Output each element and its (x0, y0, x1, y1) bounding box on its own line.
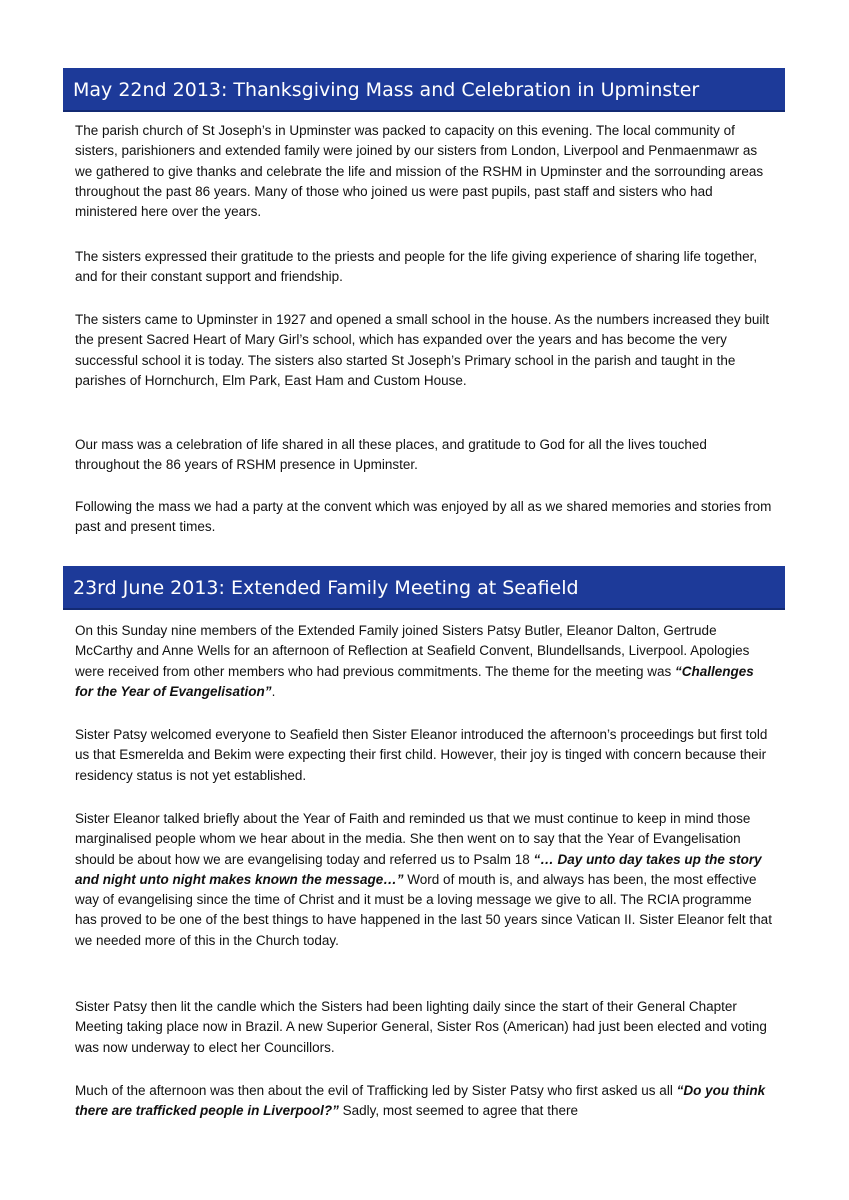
paragraph (75, 809, 775, 951)
paragraph: Following the mass we had a party at the convent which was enjoyed by all as we shared memories and stories from past and present times. (75, 499, 772, 535)
paragraph (75, 621, 775, 702)
psalm-quote: “… Day unto day takes up the story and night unto night makes known the message…” (75, 851, 762, 887)
paragraph: Our mass was a celebration of life shared in all these places, and gratitude to God for all the lives touched throughout the 86 years of RSHM presence in Upminster. (75, 437, 707, 473)
paragraph: The sisters expressed their gratitude to the priests and people for the life giving experience of sharing life together, and for their constant support and friendship. (75, 249, 758, 285)
paragraph-text: On this Sunday nine members of the Extended Family joined Sisters Patsy Butler, Eleanor Dalton, Gertrude McCarthy and Anne Wells for an afternoon of Reflection at Seafield Convent, Blundellsands, Liverpool. Apologies were received from other members who had previous commitments. The theme for the meeting was (75, 623, 750, 679)
paragraph-text: Much of the afternoon was then about the evil of Trafficking led by Sister Patsy who first asked us all (75, 1083, 677, 1098)
section-header-upminster: May 22nd 2013: Thanksgiving Mass and Celebration in Upminster (63, 68, 785, 112)
section-header-seafield: 23rd June 2013: Extended Family Meeting at Seafield (63, 566, 785, 610)
question-quote: “Do you think there are trafficked people in Liverpool?” (75, 1083, 766, 1119)
meeting-theme: “Challenges for the Year of Evangelisation” (75, 663, 754, 699)
paragraph-text: Word of mouth is, and always has been, the most effective way of evangelising since the time of Christ and it must be a loving message we give to all. The RCIA programme has proved to be one of the best things to have happened in the last 50 years since Vatican II. Sister Eleanor felt that we needed more of this in the Church today. (75, 871, 772, 948)
paragraph: Sister Patsy welcomed everyone to Seafield then Sister Eleanor introduced the afternoon’s proceedings but first told us that Esmerelda and Bekim were expecting their first child. However, their joy is tinged with concern because their residency status is not yet established. (75, 727, 768, 783)
paragraph: The parish church of St Joseph’s in Upminster was packed to capacity on this evening. The local community of sisters, parishioners and extended family were joined by our sisters from London, Liverpool and Penmaenmawr as we gathered to give thanks and celebrate the life and mission of the RSHM in Upminster and the sorrounding areas throughout the past 86 years. Many of those who joined us were past pupils, past staff and sisters who had ministered here over the years. (75, 123, 764, 220)
paragraph-text: Sadly, most seemed to agree that there (338, 1103, 578, 1119)
paragraph (75, 1081, 775, 1122)
paragraph: Sister Patsy then lit the candle which the Sisters had been lighting daily since the start of their General Chapter Meeting taking place now in Brazil. A new Superior General, Sister Ros (American) had just been elected and voting was now underway to elect her Councillors. (75, 999, 767, 1055)
paragraph-text: Sister Eleanor talked briefly about the Year of Faith and reminded us that we must continue to keep in mind those marginalised people whom we hear about in the media. She then went on to say that the Year of Evangelisation should be about how we are evangelising today and referred us to Psalm 18 (75, 811, 751, 867)
paragraph-text: . (271, 683, 276, 699)
paragraph: The sisters came to Upminster in 1927 and opened a small school in the house. As the numbers increased they built the present Sacred Heart of Mary Girl’s school, which has expanded over the years and has become the very successful school it is today. The sisters also started St Joseph’s Primary school in the parish and taught in the parishes of Hornchurch, Elm Park, East Ham and Custom House. (75, 312, 770, 388)
